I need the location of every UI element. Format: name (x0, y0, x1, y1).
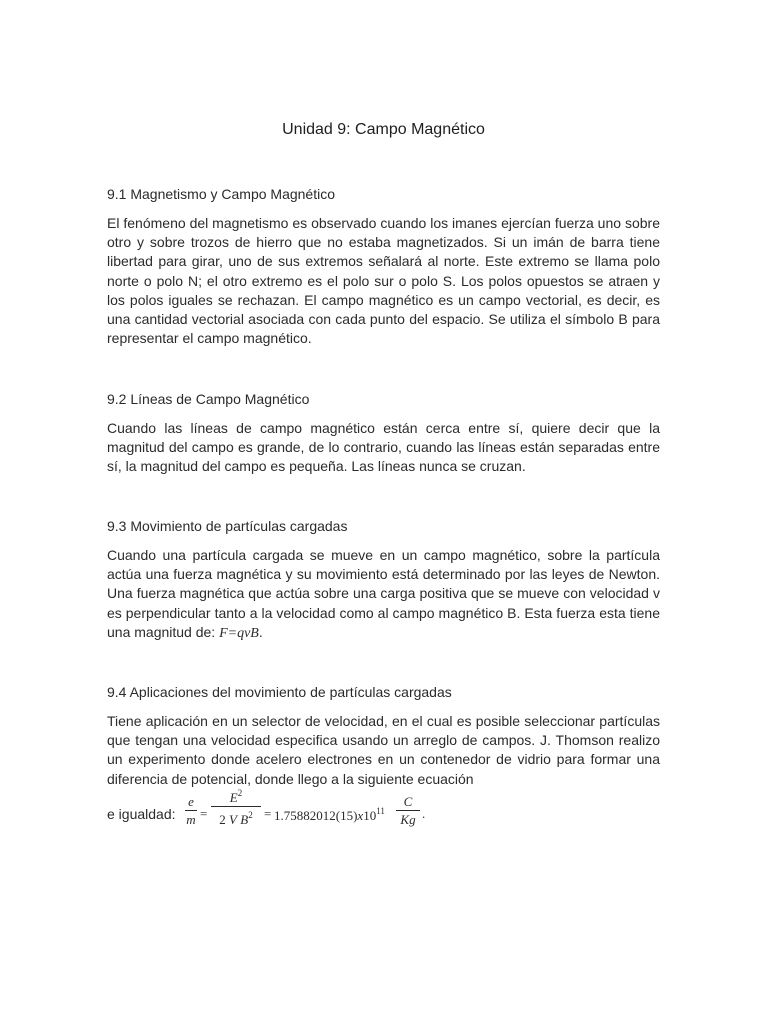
fraction-denominator: Kg (400, 812, 416, 827)
equation-value: $1.75882012(15)x10^{11}$ (274, 806, 385, 823)
fraction-bar (211, 806, 261, 807)
equals-sign: = (200, 806, 208, 821)
fraction-denominator: m (186, 812, 196, 827)
document-title: Unidad 9: Campo Magnético (282, 121, 485, 138)
force-formula: F=qvB (219, 625, 259, 641)
fraction-e-over-m (185, 794, 197, 827)
section-paragraph-9-2: Cuando las líneas de campo magnético están cerca entre sí, quiere decir que la magnitud del campo es grande, de lo contrario, cuando las líneas están separadas entre sí, la magnitud del campo es pequeña. Las líneas nunca se cruzan. (107, 420, 660, 475)
fraction-bar (396, 810, 420, 811)
section-heading-9-2: 9.2 Líneas de Campo Magnético (107, 391, 310, 407)
fraction-numerator: $E^2$ (229, 788, 243, 805)
section-paragraph-9-3 (107, 546, 660, 643)
fraction-bar (185, 810, 197, 811)
equation-label: e igualdad: (107, 806, 176, 822)
section-paragraph-9-1: El fenómeno del magnetismo es observado cuando los imanes ejercían fuerza uno sobre otro y sobre trozos de hierro que no estaba magnetizados. Si un imán de barra tiene libertad para girar, uno de sus extremos señalará al norte. Este extremo se llama polo norte o polo N; el otro extremo es el polo sur o polo S. Los polos opuestos se atraen y los polos iguales se rechazan. El campo magnético es un campo vectorial, es decir, es una cantidad vectorial asociada con cada punto del espacio. Se utiliza el símbolo B para representar el campo magnético. (107, 215, 660, 347)
section-text-9-3: Cuando una partícula cargada se mueve en un campo magnético, sobre la partícula actúa una fuerza magnética y su movimiento está determinado por las leyes de Newton. Una fuerza magnética que actúa sobre una carga positiva que se mueve con velocidad v es perpendicular tanto a la velocidad como al campo magnético B. Esta fuerza esta tiene una magnitud de: (107, 547, 660, 640)
fraction-numerator: C (403, 794, 413, 809)
fraction-denominator: 2 V $B^2$ (219, 810, 253, 827)
fraction-numerator: e (188, 794, 194, 809)
section-heading-9-1: 9.1 Magnetismo y Campo Magnético (107, 186, 335, 202)
thomson-equation-line (107, 786, 660, 836)
section-heading-9-3: 9.3 Movimiento de partículas cargadas (107, 518, 348, 534)
formula-period: . (258, 623, 263, 640)
fraction-e2-over-2vb2 (211, 786, 261, 827)
fraction-c-over-kg (396, 794, 420, 827)
equation-period: . (422, 806, 426, 821)
section-heading-9-4: 9.4 Aplicaciones del movimiento de partículas cargadas (107, 684, 452, 700)
section-paragraph-9-4: Tiene aplicación en un selector de velocidad, en el cual es posible seleccionar partículas que tengan una velocidad especifica usando un arreglo de campos. J. Thomson realizo un experimento donde acelero electrones en un contenedor de vidrio para formar una diferencia de potencial, donde llego a la siguiente ecuación (107, 713, 660, 787)
equals-sign: = (264, 806, 272, 821)
